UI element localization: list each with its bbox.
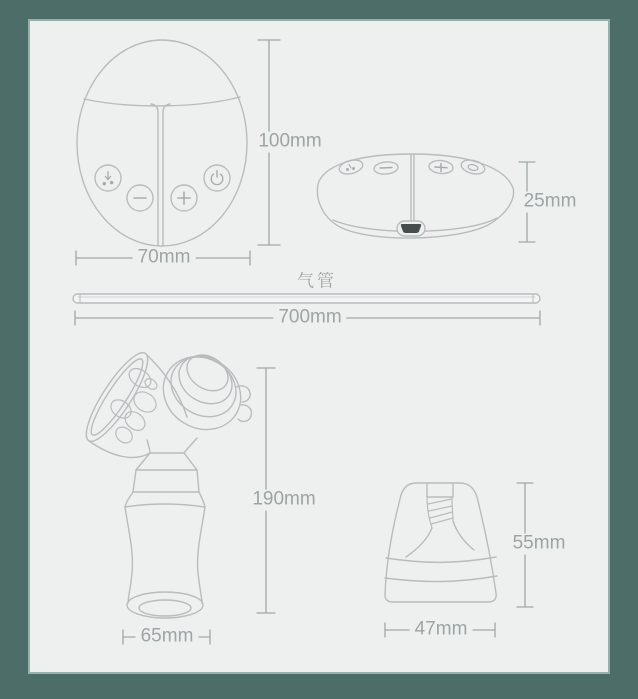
power-icon xyxy=(211,171,223,185)
nipple-cap-dimension-lines xyxy=(385,483,533,637)
micro-usb-port-fill xyxy=(401,224,421,233)
bottle xyxy=(125,507,205,618)
plus-button xyxy=(171,185,197,211)
front-height-label: 100mm xyxy=(253,132,326,153)
side-power-button xyxy=(460,158,486,176)
side-height-label: 25mm xyxy=(519,192,582,213)
side-power-icon xyxy=(467,164,478,172)
air-tube xyxy=(73,294,540,303)
cap-ring-line-lower xyxy=(385,576,497,582)
front-divider-right xyxy=(163,104,170,245)
funnel-petals xyxy=(107,365,160,447)
nipple-threads xyxy=(427,497,453,528)
side-massage-icon xyxy=(347,165,355,171)
side-plus-icon xyxy=(435,164,447,172)
pump-assembly xyxy=(77,341,255,618)
breast-shield-funnel xyxy=(77,346,187,458)
front-body-outline xyxy=(77,40,247,246)
massage-icon xyxy=(103,172,112,185)
air-tube-title: 气管 xyxy=(288,273,346,292)
nipple-cap xyxy=(385,483,497,602)
pump-cap-stack xyxy=(150,341,255,444)
side-seam-line xyxy=(411,155,414,221)
micro-usb-port xyxy=(397,221,425,236)
bottle-base-inner xyxy=(139,600,191,616)
power-button xyxy=(204,165,230,191)
cap-height-label: 55mm xyxy=(508,534,571,555)
front-width-label: 70mm xyxy=(133,248,196,269)
minus-button xyxy=(127,185,153,211)
tube-body xyxy=(73,294,540,303)
bottle-base-outer xyxy=(127,592,203,618)
diagram-panel xyxy=(30,21,608,672)
side-minus-icon xyxy=(380,168,392,169)
diagram-line-art xyxy=(30,21,608,672)
bottle-width-label: 65mm xyxy=(136,627,199,648)
tube-connector-nub xyxy=(238,405,251,422)
front-divider-left xyxy=(151,104,158,245)
front-view-dimension-lines xyxy=(76,40,280,265)
nipple-flare xyxy=(406,521,474,557)
assembly-height-label: 190mm xyxy=(247,490,320,511)
bottle-neck-and-collar xyxy=(125,438,205,507)
cap-latch xyxy=(236,386,250,402)
massage-mode-button xyxy=(95,165,121,191)
cap-width-label: 47mm xyxy=(410,620,473,641)
side-view xyxy=(317,154,513,238)
nipple-tab xyxy=(427,483,453,497)
front-seam-line xyxy=(84,97,240,106)
plus-icon xyxy=(178,192,190,204)
front-view xyxy=(77,40,247,246)
tube-length-label: 700mm xyxy=(273,308,346,329)
cap-ring-line-upper xyxy=(386,557,496,562)
